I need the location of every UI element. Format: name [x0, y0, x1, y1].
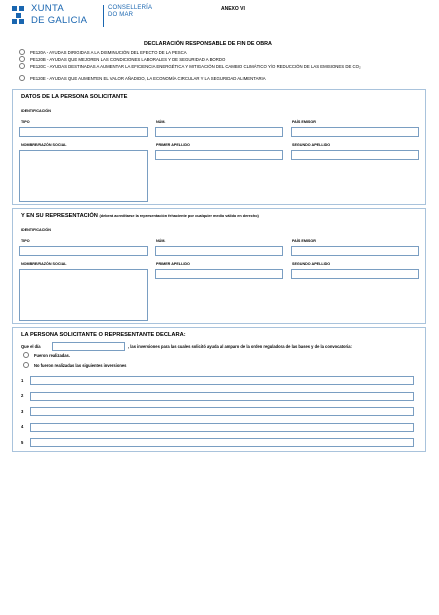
radio-icon[interactable] [23, 352, 29, 358]
pais-label: PAÍS EMISOR [292, 239, 316, 243]
anexo-label: ANEXO VI [221, 6, 245, 12]
radio-icon[interactable] [23, 362, 29, 368]
row-number: 5 [21, 440, 24, 445]
conselleria-line-2: DO MAR [108, 12, 134, 18]
identificacion-label: IDENTIFICACIÓN [21, 109, 51, 113]
segundo-apellido-field[interactable] [291, 150, 419, 160]
option-pe120e[interactable] [19, 75, 266, 81]
declaracion-title: LA PERSONA SOLICITANTE O REPRESENTANTE DECLARA: [21, 332, 186, 338]
declaracion-section [12, 327, 426, 452]
option-pe120a[interactable] [19, 49, 187, 55]
num-label: NÚM. [156, 120, 166, 124]
primer-apellido-field[interactable] [155, 150, 283, 160]
radio-icon[interactable] [19, 56, 25, 62]
tipo-label: TIPO [21, 120, 30, 124]
representacion-section [12, 208, 426, 324]
num-label: NÚM. [156, 239, 166, 243]
representacion-title [21, 213, 259, 219]
radio-icon[interactable] [19, 63, 25, 69]
option-realizadas[interactable] [23, 352, 70, 358]
inversion-field-1[interactable] [30, 376, 414, 385]
segundo-apellido-label: SEGUNDO APELLIDO [292, 143, 331, 147]
nombre-field[interactable] [19, 269, 148, 321]
row-number: 4 [21, 424, 24, 429]
row-number: 3 [21, 409, 24, 414]
num-field[interactable] [155, 246, 283, 256]
row-number: 1 [21, 378, 24, 383]
option-label: PE120E - AYUDAS QUE AUMENTEN EL VALOR AÑADIDO, LA ECONOMÍA CIRCULAR Y LA SEGURIDAD ALIMENTARIA [30, 76, 266, 81]
representacion-note: (deberá acreditarse la representación fehaciente por cualquier medio válido en derecho) [99, 214, 259, 218]
document-title: DECLARACIÓN RESPONSABLE DE FIN DE OBRA [144, 41, 272, 47]
tipo-field[interactable] [19, 127, 148, 137]
logo-line-2: DE GALICIA [31, 14, 88, 26]
option-pe120c[interactable] [19, 63, 361, 69]
solicitante-title: DATOS DE LA PERSONA SOLICITANTE [21, 94, 128, 100]
logo-text [31, 4, 87, 25]
inversion-field-5[interactable] [30, 438, 414, 447]
tipo-field[interactable] [19, 246, 148, 256]
logo-line-1: XUNTA [31, 3, 64, 14]
option-pe120b[interactable] [19, 56, 225, 62]
pais-field[interactable] [291, 246, 419, 256]
segundo-apellido-field[interactable] [291, 269, 419, 279]
que-el-dia-label: Que el día [21, 344, 41, 349]
segundo-apellido-label: SEGUNDO APELLIDO [292, 262, 331, 266]
num-field[interactable] [155, 127, 283, 137]
option-no-realizadas[interactable] [23, 362, 126, 368]
inversion-field-2[interactable] [30, 392, 414, 401]
option-no-realizadas-label: No fueron realizadas las siguientes inversiones [34, 363, 127, 368]
conselleria-line-1: CONSELLERÍA [108, 5, 153, 11]
nombre-field[interactable] [19, 150, 148, 202]
option-label: PE120B - AYUDAS QUE MEJOREN LAS CONDICIONES LABORALES Y DE SEGURIDAD A BORDO [30, 57, 226, 62]
logo-separator [103, 5, 104, 27]
fecha-field[interactable] [52, 342, 125, 351]
primer-apellido-label: PRIMER APELLIDO [156, 262, 190, 266]
inversion-field-4[interactable] [30, 423, 414, 432]
option-label: PE120C - AYUDAS DESTINADAS A AUMENTAR LA EFICIENCIA ENERGÉTICA Y MITIGACIÓN DEL CAMBIO CLIMÁTICO Y/O REDUCCIÓN DE LAS EMISIONES DE CO₂ [30, 64, 361, 69]
identificacion-label: IDENTIFICACIÓN [21, 228, 51, 232]
row-number: 2 [21, 393, 24, 398]
radio-icon[interactable] [19, 49, 25, 55]
inversion-field-3[interactable] [30, 407, 414, 416]
solicitante-section [12, 89, 426, 205]
tipo-label: TIPO [21, 239, 30, 243]
declaracion-texto: , las inversiones para las cuales solicitó ayuda al amparo de la orden reguladora de las bases y de la convocatoria: [128, 344, 352, 349]
xunta-cross-icon [12, 6, 25, 24]
conselleria-name [108, 5, 152, 19]
radio-icon[interactable] [19, 75, 25, 81]
pais-field[interactable] [291, 127, 419, 137]
primer-apellido-label: PRIMER APELLIDO [156, 143, 190, 147]
nombre-label: NOMBRE/RAZÓN SOCIAL [21, 262, 67, 266]
option-label: PE120A - AYUDAS DIRIGIDAS A LA DISMINUCIÓN DEL EFECTO DE LA PESCA [30, 50, 187, 55]
option-realizadas-label: Fueron realizadas. [34, 353, 70, 358]
nombre-label: NOMBRE/RAZÓN SOCIAL [21, 143, 67, 147]
primer-apellido-field[interactable] [155, 269, 283, 279]
pais-label: PAÍS EMISOR [292, 120, 316, 124]
representacion-title-text: Y EN SU REPRESENTACIÓN [21, 213, 98, 219]
